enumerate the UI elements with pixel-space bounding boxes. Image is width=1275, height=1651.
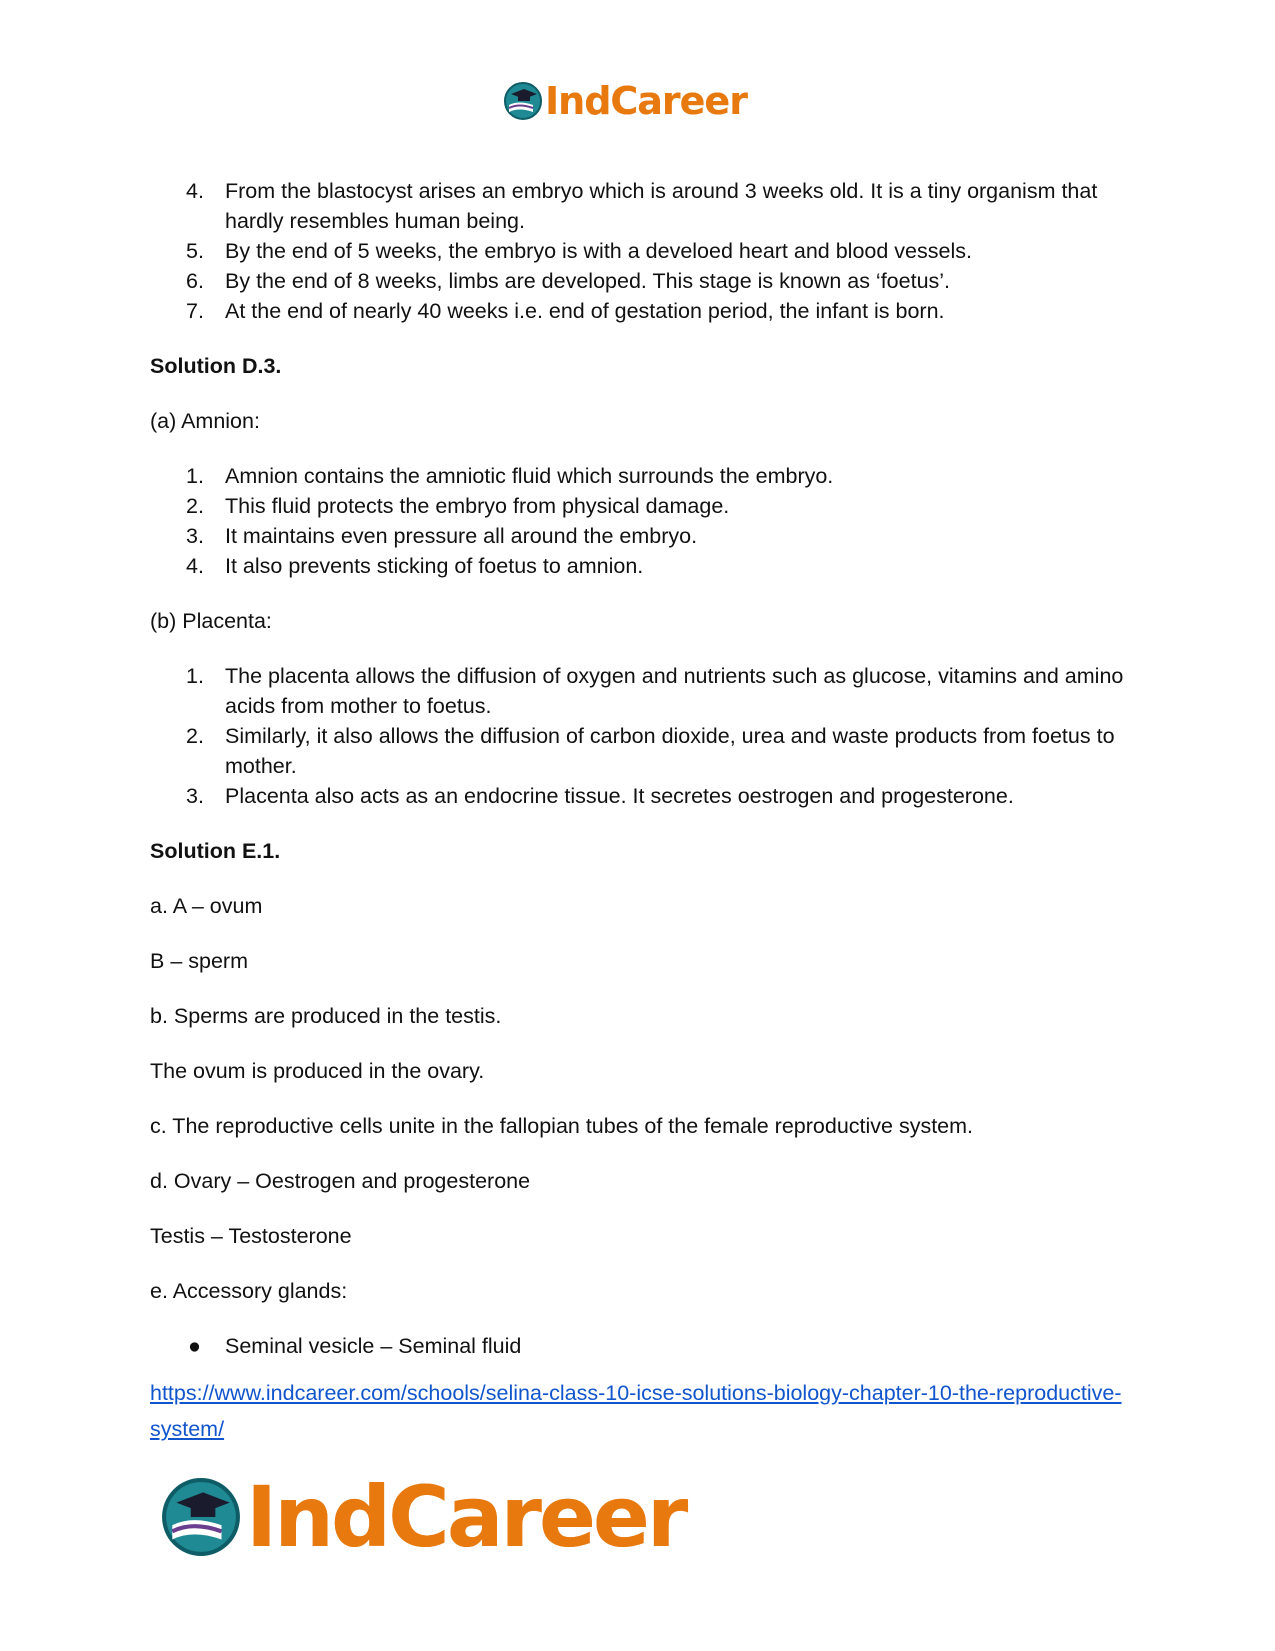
list-item: ● Seminal vesicle – Seminal fluid bbox=[150, 1331, 1130, 1361]
answer-line: b. Sperms are produced in the testis. bbox=[150, 1004, 502, 1028]
graduation-book-icon bbox=[503, 81, 543, 121]
header-logo bbox=[503, 78, 747, 124]
placenta-label: (b) Placenta: bbox=[150, 609, 272, 633]
accessory-glands-list bbox=[150, 1331, 1130, 1361]
document-body bbox=[150, 176, 1130, 1447]
brand-name: IndCareer bbox=[246, 1468, 686, 1566]
list-item: 4. From the blastocyst arises an embryo which is around 3 weeks old. It is a tiny organism that hardly resembles human being. bbox=[186, 179, 1098, 233]
placenta-list bbox=[150, 661, 1130, 811]
answer-line: e. Accessory glands: bbox=[150, 1279, 348, 1303]
solution-d3-heading: Solution D.3. bbox=[150, 354, 282, 378]
list-item: 6. By the end of 8 weeks, limbs are developed. This stage is known as ‘foetus’. bbox=[186, 269, 951, 293]
answer-line: Testis – Testosterone bbox=[150, 1224, 352, 1248]
answer-line: a. A – ovum bbox=[150, 894, 263, 918]
answer-line: B – sperm bbox=[150, 949, 248, 973]
list-item: 3. It maintains even pressure all around the embryo. bbox=[186, 524, 698, 548]
list-item: 7. At the end of nearly 40 weeks i.e. end of gestation period, the infant is born. bbox=[186, 299, 945, 323]
list-item: 5. By the end of 5 weeks, the embryo is with a develoed heart and blood vessels. bbox=[186, 239, 972, 263]
list-item: 3. Placenta also acts as an endocrine tissue. It secretes oestrogen and progesterone. bbox=[186, 784, 1014, 808]
graduation-book-icon bbox=[160, 1476, 242, 1558]
solution-e1-heading: Solution E.1. bbox=[150, 839, 281, 863]
answer-line: c. The reproductive cells unite in the fallopian tubes of the female reproductive system. bbox=[150, 1114, 974, 1138]
answer-line: d. Ovary – Oestrogen and progesterone bbox=[150, 1169, 531, 1193]
list-item: 2. Similarly, it also allows the diffusion of carbon dioxide, urea and waste products from foetus to mother. bbox=[186, 724, 1115, 778]
list-item: 4. It also prevents sticking of foetus to amnion. bbox=[186, 554, 644, 578]
amnion-label: (a) Amnion: bbox=[150, 409, 260, 433]
list-item: 1. Amnion contains the amniotic fluid which surrounds the embryo. bbox=[186, 464, 834, 488]
bullet-icon: ● bbox=[188, 1334, 201, 1358]
list-item: 2. This fluid protects the embryo from physical damage. bbox=[186, 494, 730, 518]
source-link[interactable]: https://www.indcareer.com/schools/selina-class-10-icse-solutions-biology-chapter-10-the-reproductive-system/ bbox=[150, 1381, 1122, 1441]
embryo-development-list bbox=[150, 176, 1130, 326]
list-item: 1. The placenta allows the diffusion of oxygen and nutrients such as glucose, vitamins and amino acids from mother to foetus. bbox=[186, 664, 1124, 718]
brand-name: IndCareer bbox=[545, 79, 747, 123]
footer-logo bbox=[160, 1468, 686, 1566]
amnion-list bbox=[150, 461, 1130, 581]
answer-line: The ovum is produced in the ovary. bbox=[150, 1059, 485, 1083]
